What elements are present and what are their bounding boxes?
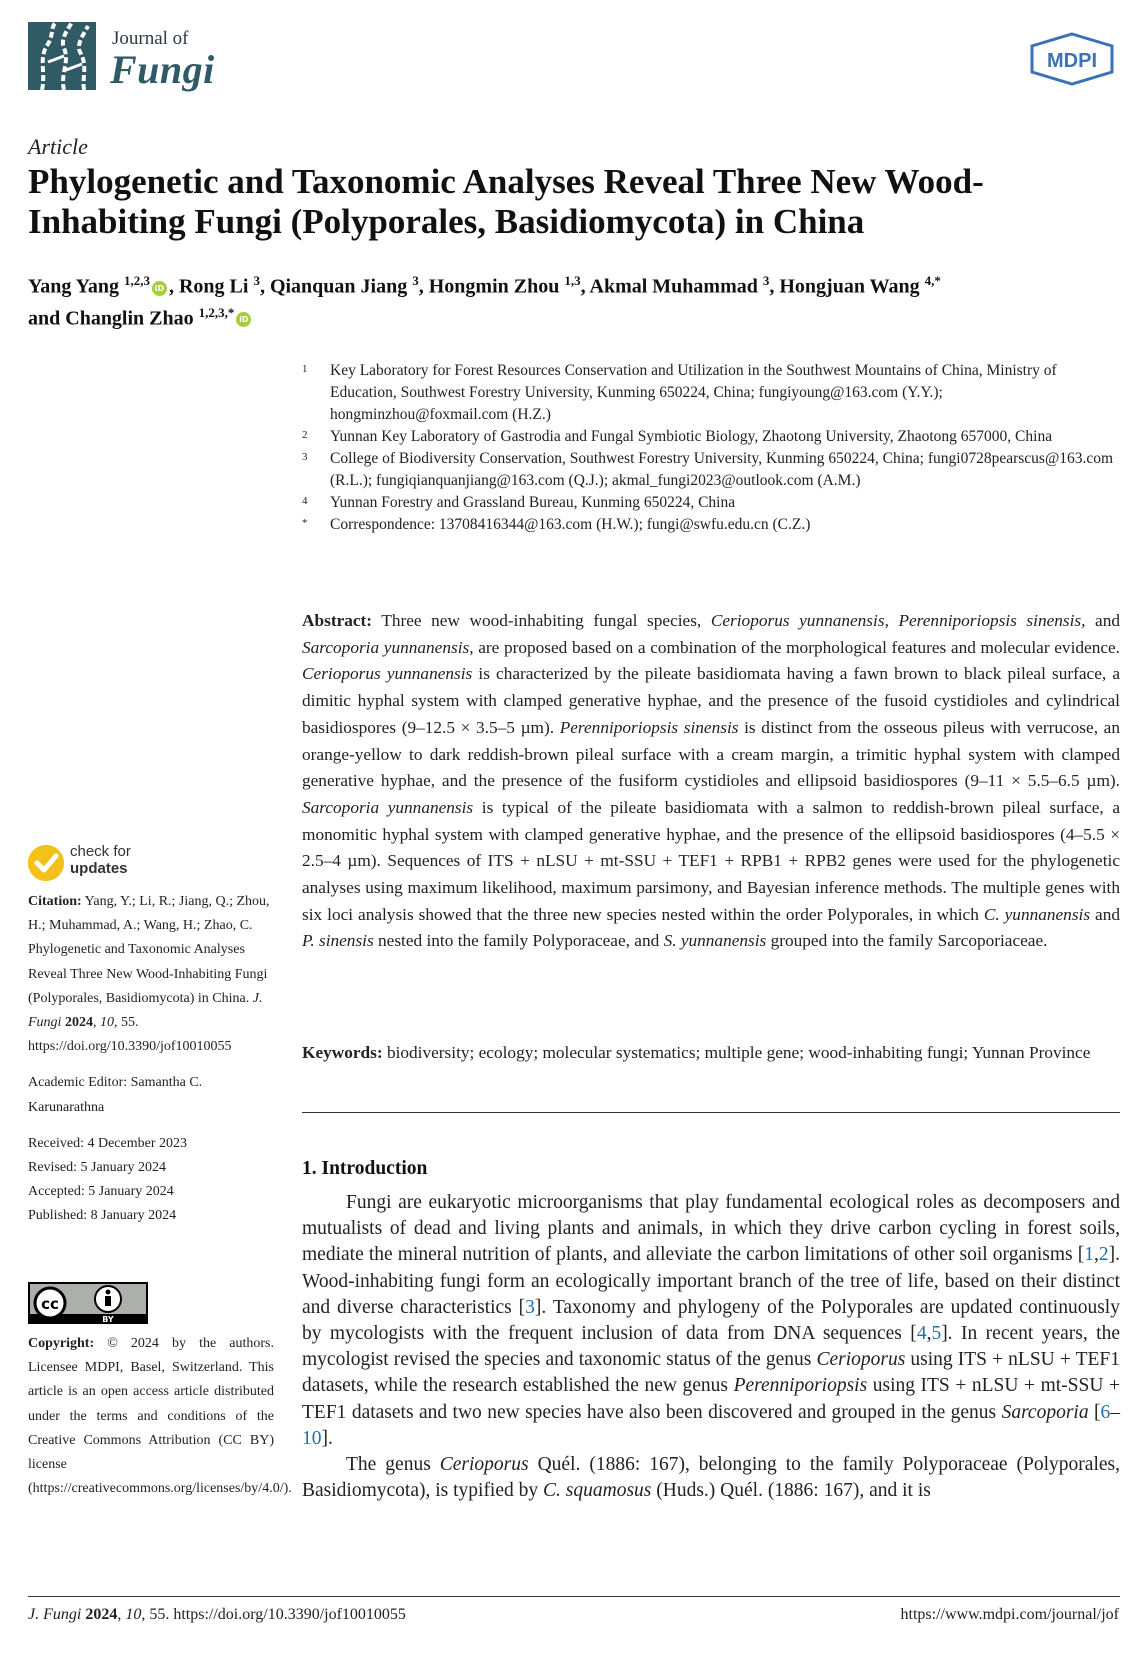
intro-paragraph-2 xyxy=(302,1452,1120,1504)
text-run: is typical of the pileate basidiomata with a salmon to reddish-brown pileal surface, a monomitic hyphal system with clamped generative hyphae, and the presence of the ellipsoid basidiospores (4–5.5 × 2.5–4 µm). Sequences of ITS + nLSU + mt-SSU + TEF1 + RPB1 + RPB2 genes were used for the phylogenetic analyses using maximum likelihood, maximum parsimony, and Bayesian inference methods. The multiple genes with six loci analysis showed that the three new species nested within the order Polyporales, in which xyxy=(302,797,1120,924)
author-name: Akmal Muhammad xyxy=(589,275,763,298)
introduction-heading: 1. Introduction xyxy=(302,1158,428,1179)
affiliation-text: Correspondence: 13708416344@163.com (H.W.); fungi@swfu.edu.cn (C.Z.) xyxy=(330,516,811,533)
citation-volume: 10 xyxy=(99,1015,114,1031)
orcid-icon[interactable]: iD xyxy=(152,281,167,296)
species-name: Perenniporiopsis sinensis, xyxy=(898,611,1086,630)
author-separator: , xyxy=(259,275,270,298)
citation-journal: J. Fungi xyxy=(28,990,263,1031)
author-separator: , xyxy=(580,275,590,298)
text-run: ]. In recent years, the mycologist revised the species and taxonomic status of the genus xyxy=(302,1323,1120,1371)
text-run: ]. xyxy=(321,1427,333,1449)
affiliation-number: 1 xyxy=(302,363,308,375)
citation: Citation: Yang, Y.; Li, R.; Jiang, Q.; Zhou, H.; Muhammad, A.; Wang, H.; Zhao, C. Phylogenetic and Taxonomic Analyses Reveal Three New Wood-Inhabiting Fungi (Polyporales, Basidiomycota) in China. J. Fungi 2024, 10, 55. https://doi.org/10.3390/jof10010055 xyxy=(28,894,270,1055)
text-run: Quél. (1886: 167), belonging to the family Polyporaceae (Polyporales, Basidiomycota), is typified by xyxy=(302,1454,1120,1502)
author-affiliation-marks: 3 xyxy=(412,273,419,288)
affiliation-number: 3 xyxy=(302,451,308,463)
author-separator: , xyxy=(168,275,179,298)
species-name: Sarcoporia xyxy=(1001,1401,1089,1423)
abstract xyxy=(302,608,1120,955)
species-name: Cerioporus xyxy=(439,1454,529,1476)
mdpi-logo[interactable] xyxy=(1028,32,1116,86)
intro-paragraph-1 xyxy=(302,1190,1120,1452)
published-date: Published: 8 January 2024 xyxy=(28,1208,177,1224)
citation-label: Citation: xyxy=(28,894,82,909)
text-run: nested into the family Polyporaceae, and xyxy=(373,931,664,951)
text-run: The genus xyxy=(346,1454,440,1476)
footer-journal: J. Fungi xyxy=(28,1606,82,1623)
footer-journal-url[interactable]: https://www.mdpi.com/journal/jof xyxy=(900,1606,1119,1623)
species-name: Perenniporiopsis sinensis xyxy=(559,717,739,737)
author-name: and Changlin Zhao xyxy=(28,307,199,330)
author-affiliation-marks: 3 xyxy=(253,273,260,288)
affiliation-item xyxy=(302,514,1122,536)
text-run: ]. Wood-inhabiting fungi form an ecologically important branch of the tree of life, based on their distinct and diverse characteristics [ xyxy=(302,1244,1120,1318)
footer-doi[interactable]: , 55. https://doi.org/10.3390/jof10010055 xyxy=(141,1606,406,1623)
cc-badge-label: BY xyxy=(102,1315,114,1324)
text-run: using ITS + nLSU + TEF1 datasets, while the research established the new genus xyxy=(302,1349,1121,1397)
author-name: Yang Yang xyxy=(28,275,124,298)
abstract-label: Abstract: xyxy=(302,611,373,630)
citation-link[interactable]: 1 xyxy=(1084,1244,1094,1266)
affiliation-item xyxy=(302,426,1122,448)
species-name: Cerioporus yunnanensis xyxy=(710,611,885,630)
author-affiliation-marks: 3 xyxy=(762,273,770,288)
check-updates-link[interactable] xyxy=(70,843,131,877)
affiliation-text: Key Laboratory for Forest Resources Conservation and Utilization in the Southwest Mountains of China, Ministry of Education, Southwest Forestry University, Kunming 650224, China; fungiyoung@163.com (Y.Y.); hongminzhou@foxmail.com (H.Z.) xyxy=(330,362,1057,423)
citation-link[interactable]: 2 xyxy=(1098,1244,1109,1266)
text-run: Fungi are eukaryotic microorganisms that play fundamental ecological roles as decomposers and mutualists of dead and living plants and animals, in which they drive carbon cycling in forest soils, mediate the mineral nutrition of plants, and alleviate the carbon limitations of other soil organisms [ xyxy=(302,1192,1120,1266)
footer-volume: 10 xyxy=(125,1606,142,1623)
affiliation-text: Yunnan Key Laboratory of Gastrodia and Fungal Symbiotic Biology, Zhaotong University, Zhaotong 657000, China xyxy=(330,428,1053,445)
text-run: using ITS + nLSU + mt-SSU + TEF1 datasets and two new species have also been discovered and grouped in the genus xyxy=(302,1375,1120,1423)
author-name: Hongjuan Wang xyxy=(779,275,925,298)
text-run: , xyxy=(884,611,899,630)
text-run: is distinct from the osseous pileus with verrucose, an orange-yellow to dark reddish-brown pileal surface with a cream margin, a trimitic hyphal system with clamped generative hyphae, and the presence of the fusiform cystidioles and ellipsoid basidiospores (9–11 × 5.5–6.5 µm). xyxy=(302,717,1120,791)
received-date: Received: 4 December 2023 xyxy=(28,1135,187,1151)
species-name: Sarcoporia yunnanensis, xyxy=(302,637,474,657)
text-run: Three new wood-inhabiting fungal species, xyxy=(372,611,711,630)
text-run: and xyxy=(1085,611,1120,630)
mdpi-logo-text: MDPI xyxy=(1047,50,1097,72)
journal-of-label: Journal of xyxy=(112,28,189,49)
copyright xyxy=(28,1332,292,1501)
keywords-text: biodiversity; ecology; molecular systematics; multiple gene; wood-inhabiting fungi; Yunnan Province xyxy=(382,1043,1091,1062)
author-affiliation-marks: 1,3 xyxy=(564,273,581,288)
text-run: [ xyxy=(1088,1401,1101,1423)
text-run: ]. Taxonomy and phylogeny of the Polyporales are updated continuously by mycologists with the frequent inclusion of data from DNA sequences [ xyxy=(302,1296,1120,1345)
footer-citation: J. Fungi 2024, 10, 55. https://doi.org/10.3390/jof10010055 xyxy=(28,1606,406,1623)
affiliations xyxy=(302,360,1122,536)
species-name: Sarcoporia yunnanensis xyxy=(302,797,474,817)
article-title: Phylogenetic and Taxonomic Analyses Reveal Three New Wood-Inhabiting Fungi (Polyporales, Basidiomycota) in China xyxy=(28,162,984,241)
text-run: (Huds.) Quél. (1886: 167), and it is xyxy=(651,1480,931,1502)
copyright-label: Copyright: xyxy=(28,1336,95,1351)
journal-name: Fungi xyxy=(110,47,215,92)
citation-link[interactable]: 5 xyxy=(931,1323,942,1345)
affiliation-number: 2 xyxy=(302,429,308,441)
species-name: Cerioporus xyxy=(816,1349,906,1371)
history-dates xyxy=(28,1132,274,1229)
affiliation-number: 4 xyxy=(302,495,308,507)
text-run: and xyxy=(1090,904,1120,924)
citation-text: Yang, Y.; Li, R.; Jiang, Q.; Zhou, H.; Muhammad, A.; Wang, H.; Zhao, C. Phylogenetic and Taxonomic Analyses Reveal Three New Wood-Inhabiting Fungi (Polyporales, Basidiomycota) in China. xyxy=(28,894,270,1006)
citation-link[interactable]: 3 xyxy=(525,1296,535,1318)
author-separator: , xyxy=(769,275,780,298)
cc-by-license-icon[interactable] xyxy=(28,1282,148,1324)
text-run: is characterized by the pileate basidiomata having a fawn brown to black pileal surface, a dimitic hyphal system with clamped generative hyphae, and the presence of the fusoid cystidioles and cylindrical basidiospores (9–12.5 × 3.5–5 µm). xyxy=(302,664,1120,737)
check-updates-line1: check for xyxy=(70,843,131,860)
citation-link[interactable]: 10 xyxy=(302,1427,322,1449)
author-list xyxy=(28,268,1118,331)
species-name: C. squamosus xyxy=(543,1480,652,1502)
sidebar xyxy=(28,890,274,1241)
accepted-date: Accepted: 5 January 2024 xyxy=(28,1184,174,1200)
citation-doi[interactable]: , 55. https://doi.org/10.3390/jof10010055 xyxy=(28,1015,232,1055)
species-name: S. yunnanensis xyxy=(663,931,767,951)
article-type: Article xyxy=(28,134,88,159)
check-updates-icon[interactable] xyxy=(28,845,64,881)
affiliation-text: Yunnan Forestry and Grassland Bureau, Kunming 650224, China xyxy=(330,494,736,511)
author-affiliation-marks: 4,* xyxy=(924,273,941,288)
species-name: C. yunnanensis xyxy=(983,904,1091,924)
citation-link[interactable]: 4 xyxy=(916,1323,927,1345)
citation-year: 2024 xyxy=(64,1015,93,1031)
text-run: are proposed based on a combination of the morphological features and molecular evidence. xyxy=(473,637,1120,657)
keywords xyxy=(302,1040,1120,1067)
keywords-label: Keywords: xyxy=(302,1043,383,1062)
citation-link[interactable]: 6 xyxy=(1100,1401,1111,1423)
species-name: P. sinensis xyxy=(302,931,374,951)
affiliation-item xyxy=(302,360,1122,426)
check-updates-line2: updates xyxy=(70,860,128,877)
author-name: Rong Li xyxy=(178,275,254,298)
revised-date: Revised: 5 January 2024 xyxy=(28,1160,167,1176)
journal-logo-icon xyxy=(28,22,96,90)
text-run: , xyxy=(926,1323,932,1345)
text-run: – xyxy=(1110,1401,1120,1423)
affiliation-number: * xyxy=(302,517,308,529)
author-name: Qianquan Jiang xyxy=(269,275,413,298)
author-separator: , xyxy=(418,275,429,298)
introduction-body xyxy=(302,1190,1120,1504)
academic-editor: Academic Editor: Samantha C. Karunarathna xyxy=(28,1075,203,1115)
species-name: Perenniporiopsis xyxy=(733,1375,868,1397)
svg-text:cc: cc xyxy=(41,1295,59,1313)
footer-year: 2024 xyxy=(85,1606,118,1623)
affiliation-item xyxy=(302,492,1122,514)
footer-divider xyxy=(28,1596,1120,1597)
section-divider xyxy=(302,1112,1120,1113)
copyright-text: © 2024 by the authors. Licensee MDPI, Basel, Switzerland. This article is an open access article distributed under the terms and conditions of the Creative Commons Attribution (CC BY) license (https://creativecommons.org/licenses/by/4.0/). xyxy=(28,1336,292,1497)
orcid-icon[interactable]: iD xyxy=(236,312,251,327)
text-run: grouped into the family Sarcoporiaceae. xyxy=(766,931,1048,951)
author-affiliation-marks: 1,2,3,* xyxy=(198,304,235,320)
affiliation-item xyxy=(302,448,1122,492)
author-affiliation-marks: 1,2,3 xyxy=(123,273,150,288)
species-name: Cerioporus yunnanensis xyxy=(302,664,473,684)
affiliation-text: College of Biodiversity Conservation, Southwest Forestry University, Kunming 650224, China; fungi0728pearscus@163.com (R.L.); fungiqianquanjiang@163.com (Q.J.); akmal_fungi2023@outlook.com (A.M.) xyxy=(330,450,1114,489)
author-name: Hongmin Zhou xyxy=(428,275,565,298)
text-run: , xyxy=(1094,1244,1099,1266)
